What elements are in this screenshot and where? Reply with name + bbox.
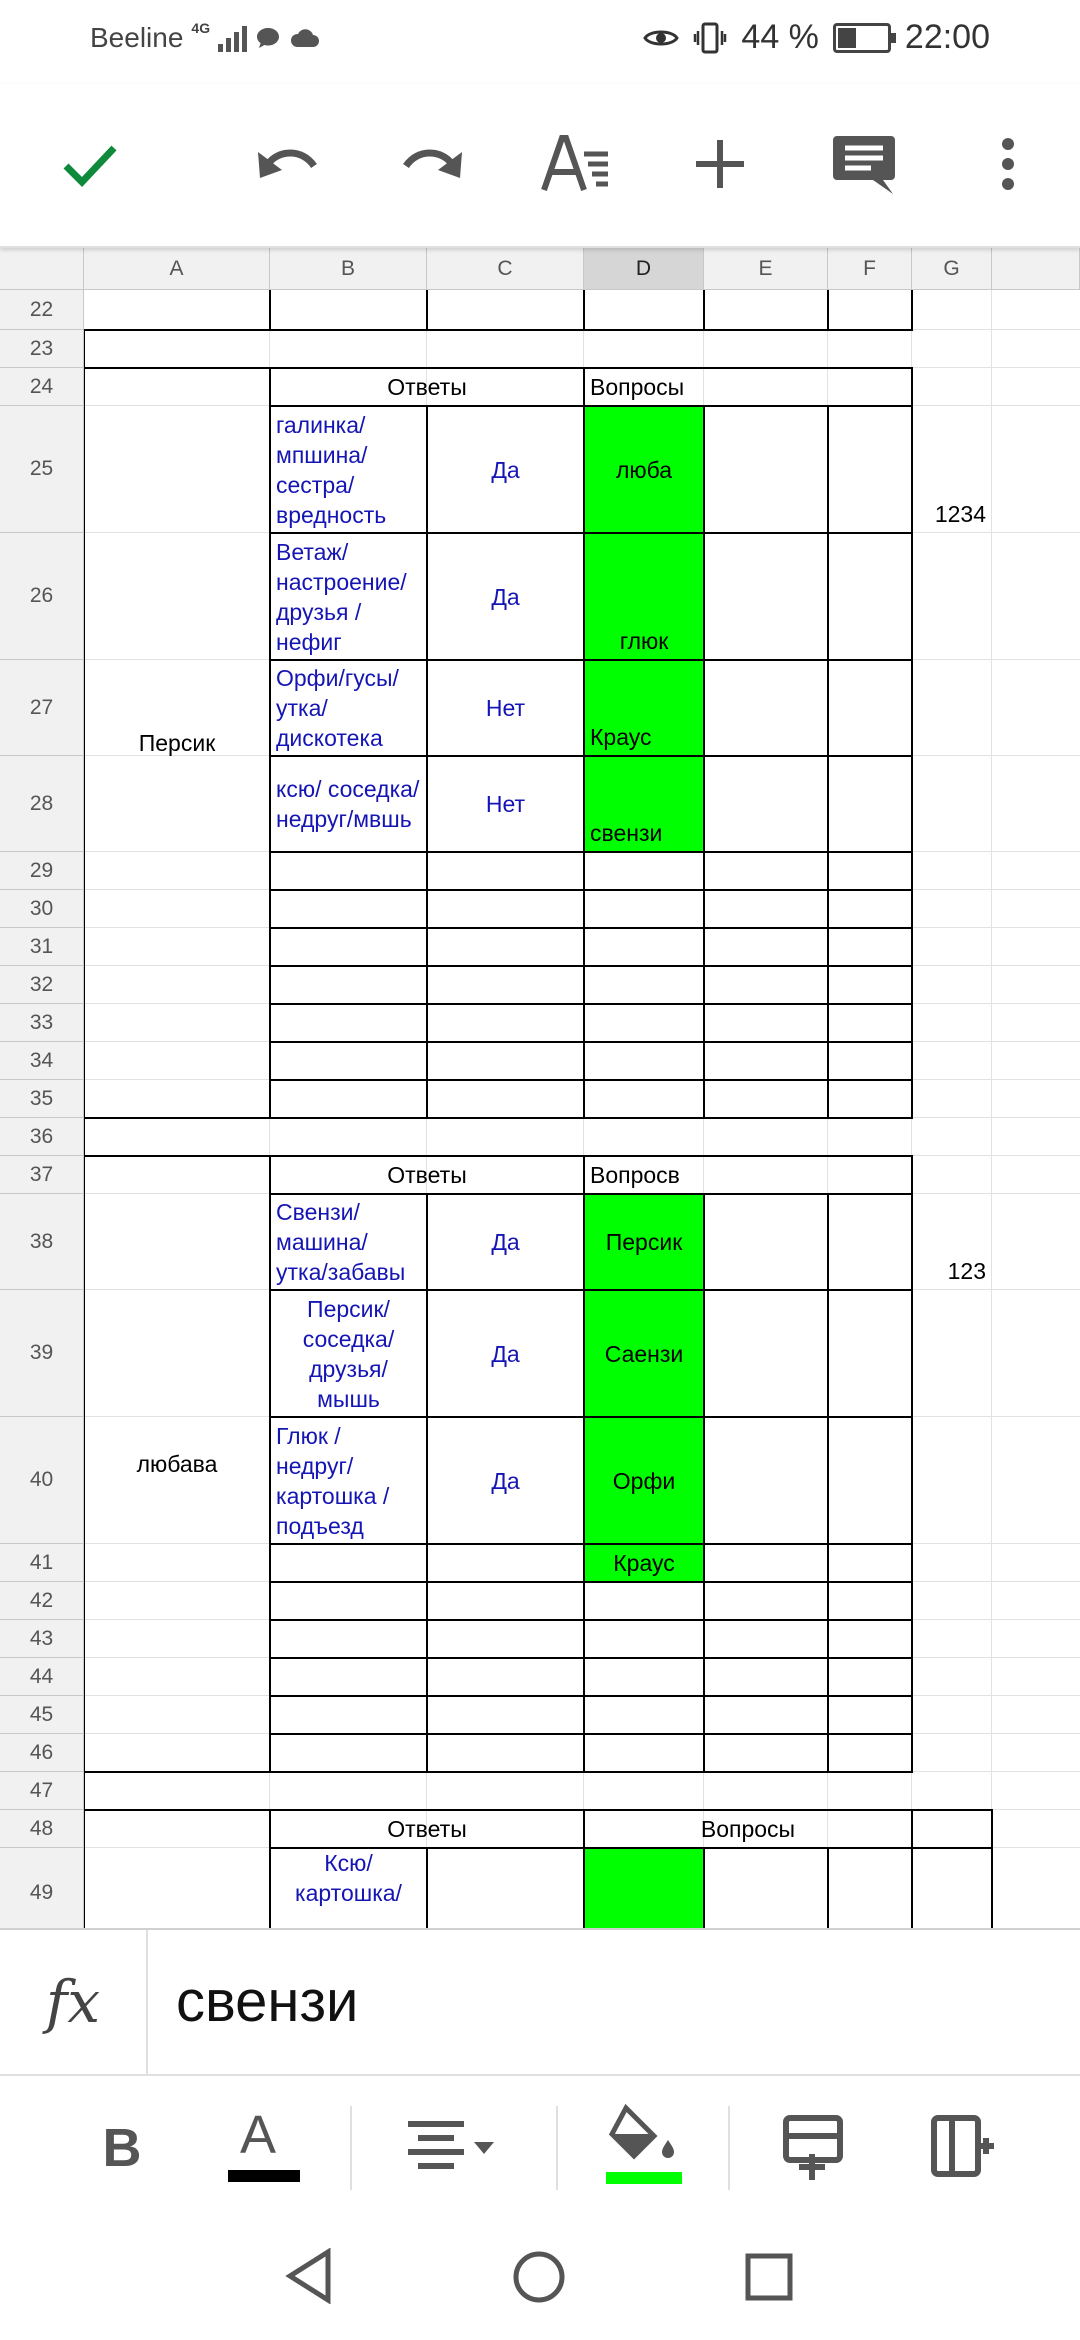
text-format-icon[interactable] [540, 128, 612, 200]
answer-value: Да [491, 1229, 520, 1255]
cell-border [703, 1848, 705, 1928]
home-icon[interactable] [512, 2250, 566, 2304]
highlight-fill [584, 1848, 704, 1928]
insert-column-button[interactable] [930, 2114, 996, 2180]
row-header-42[interactable]: 42 [0, 1582, 84, 1620]
question-name: Краус [613, 1550, 675, 1576]
cell-border [269, 1156, 271, 1772]
question-name: Орфи [612, 1467, 676, 1494]
cell-border [270, 1619, 913, 1621]
spreadsheet-grid[interactable] [0, 248, 1080, 1928]
carrier-name: Beeline [90, 22, 184, 53]
group-name: любава [136, 1451, 218, 1477]
row-header-44[interactable]: 44 [0, 1658, 84, 1696]
row-header-33[interactable]: 33 [0, 1004, 84, 1042]
question-name: Краус [590, 724, 652, 750]
cell-border [827, 1848, 829, 1928]
text-color-swatch [228, 2170, 300, 2182]
answer-value: Да [491, 456, 520, 483]
comment-icon[interactable] [828, 128, 900, 200]
cell-border [270, 927, 913, 929]
battery-icon [833, 23, 891, 53]
cell-border [269, 290, 271, 330]
back-icon[interactable] [284, 2248, 334, 2304]
cell-border [703, 406, 705, 1118]
divider [728, 2106, 730, 2190]
cell-border [270, 1695, 913, 1697]
answer-value [433, 1544, 578, 1582]
row-header-48[interactable]: 48 [0, 1810, 84, 1848]
cell-border [827, 1194, 829, 1772]
divider [350, 2106, 352, 2190]
question-name: свензи [590, 820, 663, 846]
row-header-40[interactable]: 40 [0, 1417, 84, 1544]
cell-border [991, 1810, 993, 1928]
cell-border [426, 290, 428, 330]
answers-header: Ответы [387, 374, 467, 400]
row-header-22[interactable]: 22 [0, 290, 84, 330]
cell-border [270, 1041, 913, 1043]
cell-border [426, 406, 428, 1118]
answer-words: Ветаж/ настроение/ друзья / нефиг [276, 538, 407, 655]
row-header-23[interactable]: 23 [0, 330, 84, 368]
answer-words: галинка/ мпшина/ сестра/ вредность [276, 411, 387, 528]
editor-toolbar [0, 84, 1080, 248]
divider [556, 2106, 558, 2190]
answer-value: Да [491, 1340, 520, 1367]
row-header-45[interactable]: 45 [0, 1696, 84, 1734]
answers-header: Ответы [387, 1162, 467, 1188]
row-header-35[interactable]: 35 [0, 1080, 84, 1118]
answer-words: Глюк / недруг/ картошка / подъезд [276, 1422, 390, 1539]
cell-border [703, 1194, 705, 1772]
more-vert-icon[interactable] [972, 128, 1044, 200]
fill-color-button[interactable] [606, 2104, 682, 2194]
answer-words: ксю/ соседка/ недруг/мвшь [276, 776, 420, 832]
insert-row-icon [782, 2114, 846, 2184]
text-color-label: A [240, 2105, 277, 2165]
column-header-g[interactable]: G [912, 248, 992, 290]
cell-border [270, 1003, 913, 1005]
answer-words [276, 1544, 421, 1582]
align-center-icon [404, 2116, 514, 2180]
fx-icon: fx [0, 1930, 148, 2074]
format-bar [0, 2074, 1080, 2222]
cell-border [84, 329, 913, 331]
system-nav-bar [0, 2220, 1080, 2340]
row-header-39[interactable]: 39 [0, 1290, 84, 1417]
answer-words: Персик/ соседка/ друзья/ мышь [302, 1295, 395, 1412]
bold-label: B [102, 2118, 142, 2178]
plus-icon[interactable] [684, 128, 756, 200]
row-header-32[interactable]: 32 [0, 966, 84, 1004]
row-header-38[interactable]: 38 [0, 1194, 84, 1290]
row-header-31[interactable]: 31 [0, 928, 84, 966]
question-name: люба [615, 456, 673, 483]
row-header-47[interactable]: 47 [0, 1772, 84, 1810]
formula-input[interactable]: свензи [176, 1969, 359, 2034]
corner-cell[interactable] [0, 248, 84, 290]
answer-value: Да [491, 1467, 520, 1494]
row-header-49[interactable]: 49 [0, 1848, 84, 1928]
formula-bar [0, 1928, 1080, 2074]
fill-color-swatch [606, 2172, 682, 2184]
column-header-b[interactable]: B [270, 248, 427, 290]
redo-icon[interactable] [396, 128, 468, 200]
signal-icon [218, 24, 247, 52]
gridline-col [991, 290, 992, 1928]
row-header-30[interactable]: 30 [0, 890, 84, 928]
answers-header: Ответы [387, 1816, 467, 1842]
cell-border [583, 1156, 585, 1772]
row-header-34[interactable]: 34 [0, 1042, 84, 1080]
cell-border [270, 1657, 913, 1659]
network-type: 4G [191, 20, 211, 36]
cell-border [426, 1848, 428, 1928]
row-header-29[interactable]: 29 [0, 852, 84, 890]
side-value: 123 [947, 1258, 986, 1284]
vibrate-icon [693, 21, 727, 55]
insert-column-icon [930, 2114, 996, 2180]
cell-border [827, 290, 829, 330]
questions-header: Вопросв [590, 1162, 680, 1188]
fill-color-icon [606, 2104, 682, 2168]
answer-value: Нет [485, 695, 526, 721]
row-header-26[interactable]: 26 [0, 533, 84, 660]
column-header-f[interactable]: F [828, 248, 912, 290]
row-header-24[interactable]: 24 [0, 368, 84, 406]
row-header-25[interactable]: 25 [0, 406, 84, 533]
message-icon [255, 26, 281, 50]
row-header-46[interactable]: 46 [0, 1734, 84, 1772]
cell-border [911, 1156, 913, 1772]
cell-border [703, 290, 705, 330]
answer-value: Нет [485, 791, 526, 817]
cell-border [911, 1810, 913, 1928]
answer-words: Ксю/ картошка/ [295, 1850, 402, 1906]
answer-words: Свензи/ машина/ утка/забавы [276, 1199, 406, 1285]
questions-header: Вопросы [590, 374, 685, 400]
answer-value: Да [491, 583, 520, 610]
cell-border [269, 368, 271, 1118]
row-header-36[interactable]: 36 [0, 1118, 84, 1156]
bold-button[interactable] [92, 2112, 152, 2184]
cell-border [269, 1810, 271, 1928]
cloud-icon [289, 27, 319, 49]
column-header-c[interactable]: C [427, 248, 584, 290]
question-name: Персик [605, 1229, 683, 1255]
check-icon[interactable] [54, 128, 126, 200]
column-header-d[interactable]: D [584, 248, 704, 290]
cell-border [583, 290, 585, 330]
row-header-27[interactable]: 27 [0, 660, 84, 756]
question-name: Саензи [604, 1340, 684, 1367]
answer-words: Орфи/гусы/ утка/ дискотека [276, 665, 399, 751]
cell-border [270, 889, 913, 891]
question-name: глюк [619, 628, 669, 654]
row-header-28[interactable]: 28 [0, 756, 84, 852]
cell-border [426, 1194, 428, 1772]
group-name: Персик [138, 730, 216, 756]
status-bar [0, 0, 1080, 84]
text-color-button[interactable] [226, 2104, 302, 2194]
side-value: 1234 [934, 501, 986, 527]
cell-border [270, 965, 913, 967]
row-header-37[interactable]: 37 [0, 1156, 84, 1194]
row-header-43[interactable]: 43 [0, 1620, 84, 1658]
recents-icon[interactable] [744, 2252, 794, 2302]
align-button[interactable] [404, 2116, 514, 2180]
cell-border [911, 368, 913, 1118]
cell-border [827, 406, 829, 1118]
cell-border [583, 1810, 585, 1928]
cell-border [911, 290, 913, 330]
column-header-e[interactable]: E [704, 248, 828, 290]
eye-icon [643, 26, 679, 50]
row-header-41[interactable]: 41 [0, 1544, 84, 1582]
undo-icon[interactable] [252, 128, 324, 200]
column-header-blank [992, 248, 1080, 290]
cell-border [583, 368, 585, 1118]
insert-row-button[interactable] [782, 2114, 846, 2184]
battery-percent: 44 % [741, 18, 819, 56]
column-header-a[interactable]: A [84, 248, 270, 290]
cell-border [270, 1733, 913, 1735]
clock: 22:00 [904, 18, 990, 56]
cell-border [270, 1079, 913, 1081]
questions-header: Вопросы [700, 1816, 796, 1842]
